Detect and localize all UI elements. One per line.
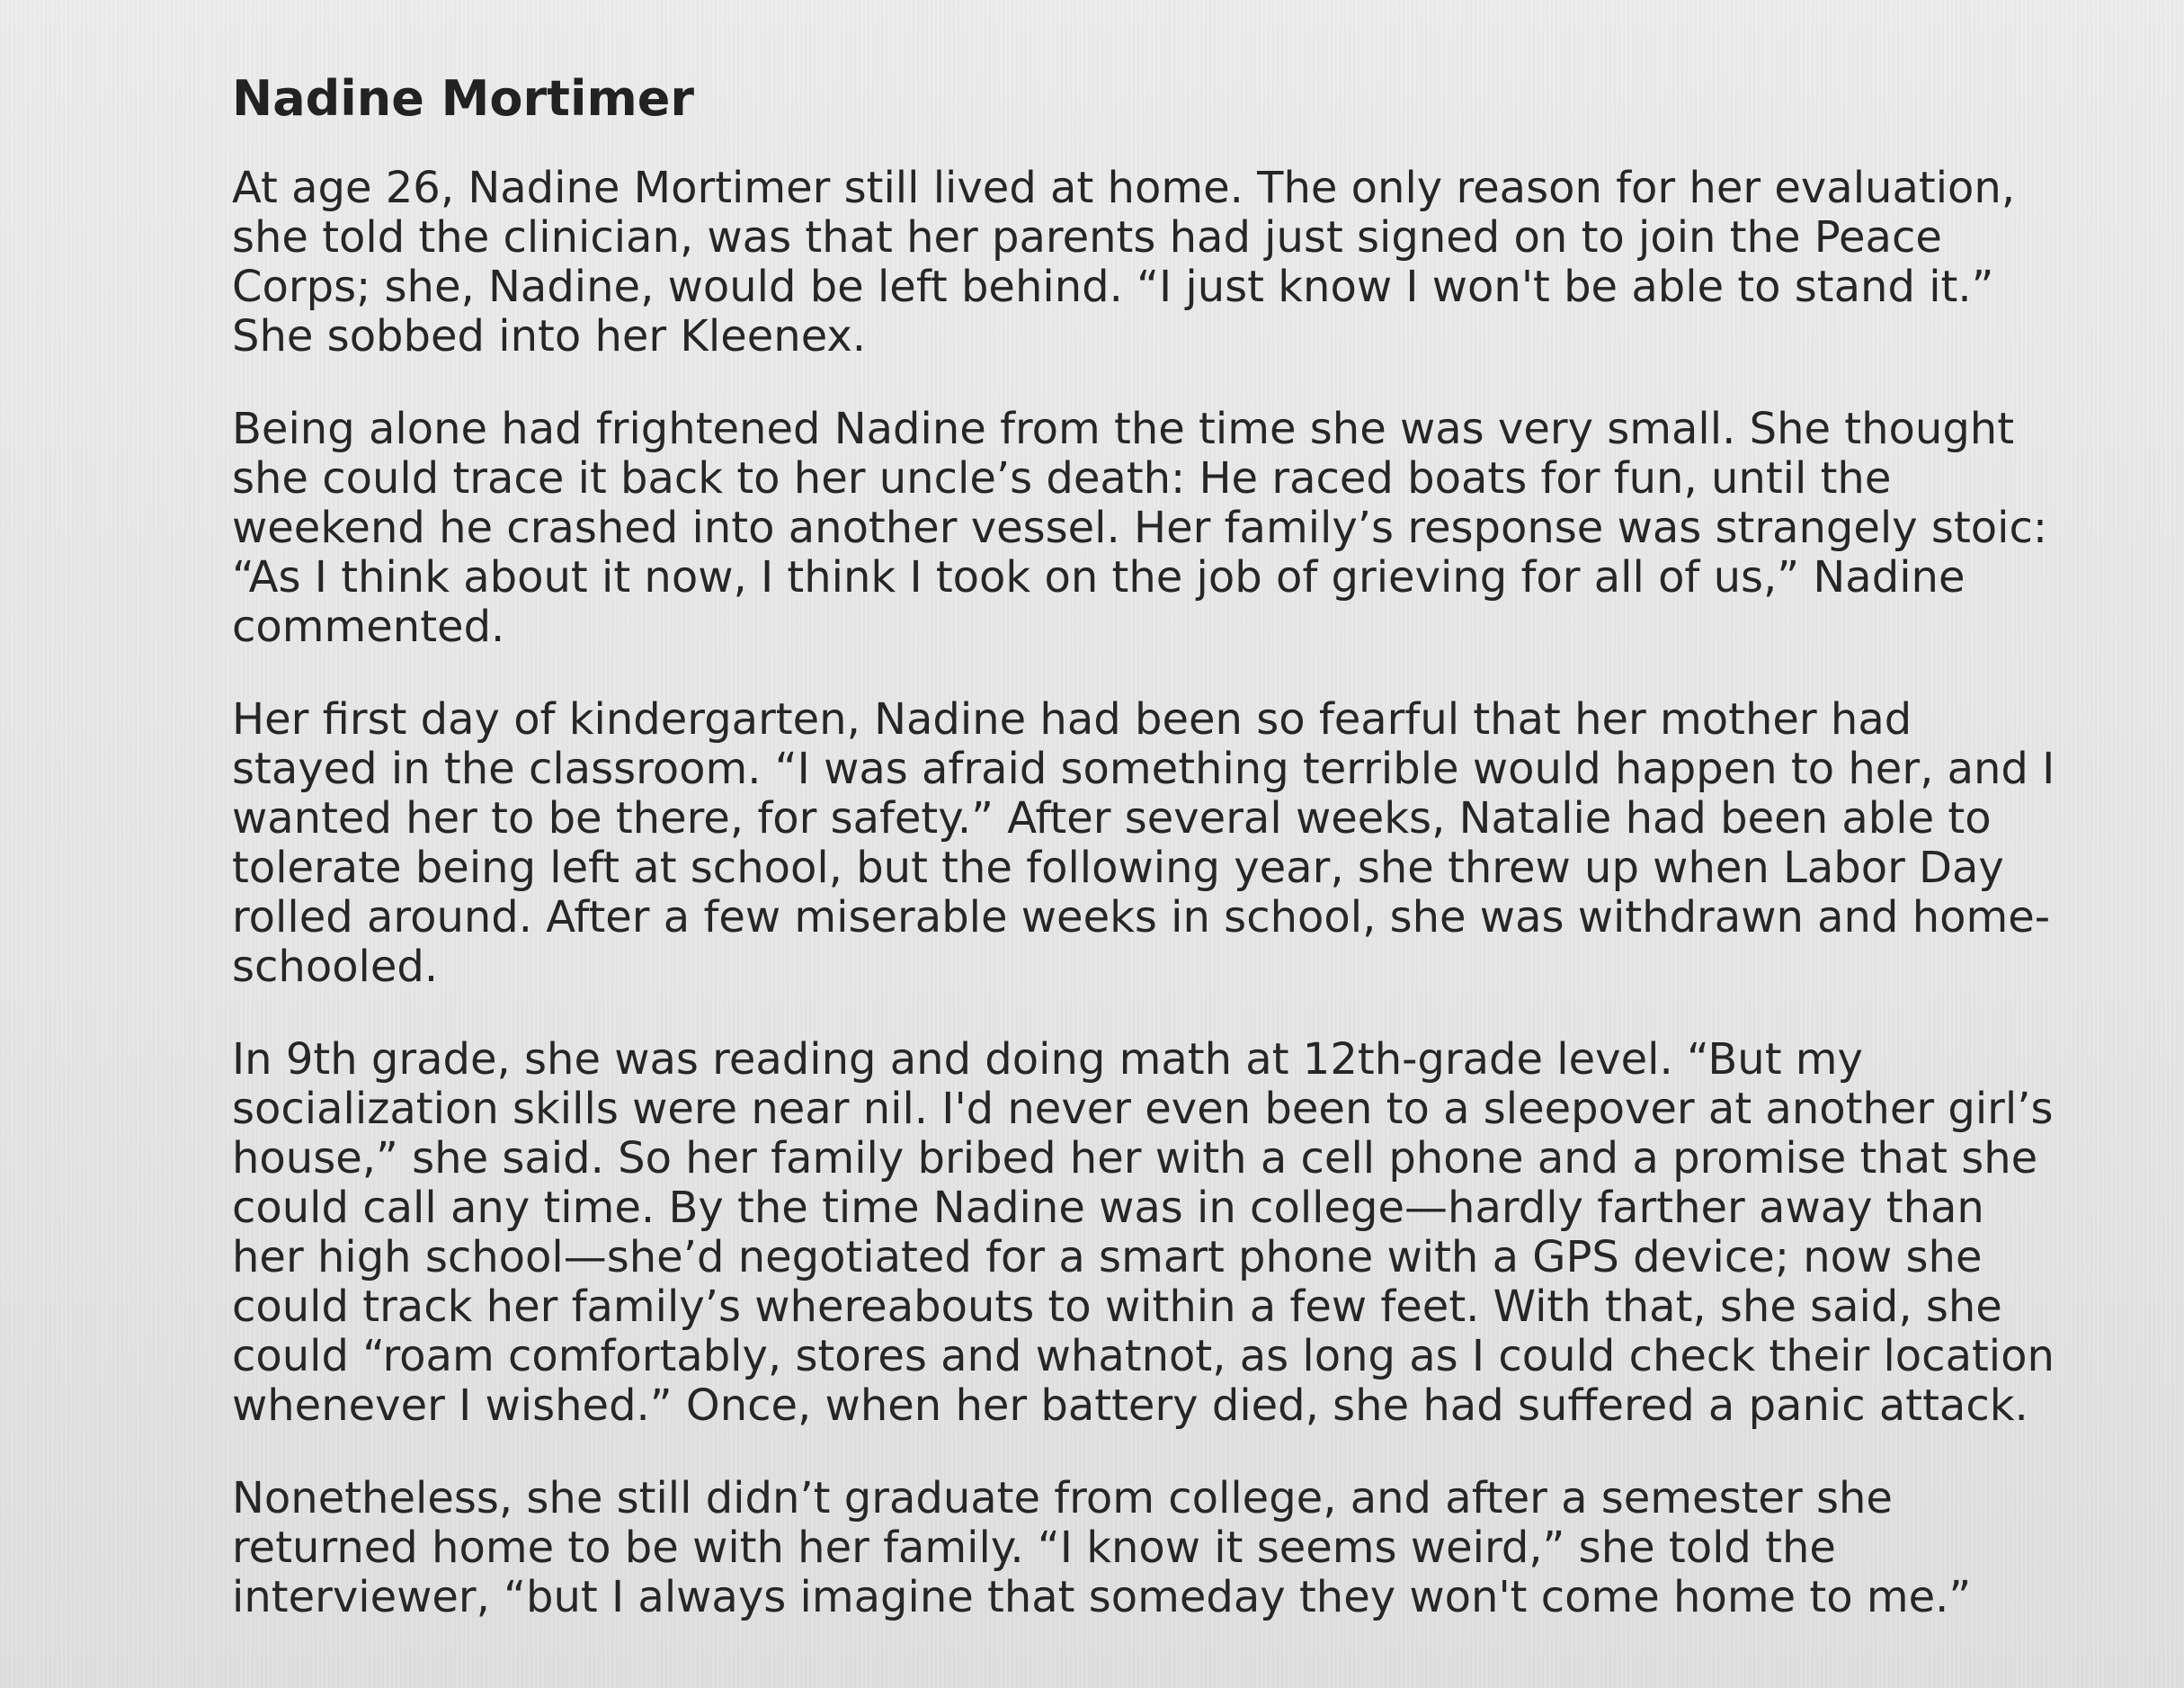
paragraph-line: Nonetheless, she still didn’t graduate from college, and after a semester she bbox=[232, 1473, 1893, 1523]
document-title: Nadine Mortimer bbox=[232, 70, 694, 127]
paragraph-line: returned home to be with her family. “I know it seems weird,” she told the bbox=[232, 1523, 1836, 1573]
paragraph-line: stayed in the classroom. “I was afraid something terrible would happen to her, and I bbox=[232, 744, 2055, 794]
paragraph-line: She sobbed into her Kleenex. bbox=[232, 311, 867, 362]
paragraph-line: her high school—she’d negotiated for a smart phone with a GPS device; now she bbox=[232, 1232, 1983, 1282]
paragraph bbox=[232, 405, 2066, 652]
paragraph-line: she could trace it back to her uncle’s death: He raced boats for fun, until the bbox=[232, 453, 1892, 504]
document-content bbox=[232, 63, 2066, 1622]
paragraph-line: rolled around. After a few miserable weeks in school, she was withdrawn and home- bbox=[232, 892, 2051, 942]
paragraph bbox=[232, 1035, 2066, 1431]
paragraphs-container bbox=[232, 164, 2066, 1622]
paragraph-line: could track her family’s whereabouts to within a few feet. With that, she said, she bbox=[232, 1282, 2002, 1332]
paragraph-line: Corps; she, Nadine, would be left behind. “I just know I won't be able to stand it.” bbox=[232, 262, 1994, 312]
paragraph-line: could call any time. By the time Nadine was in college—hardly farther away than bbox=[232, 1183, 1984, 1233]
paragraph-line: tolerate being left at school, but the following year, she threw up when Labor Day bbox=[232, 843, 2004, 893]
paragraph-line: interviewer, “but I always imagine that someday they won't come home to me.” bbox=[232, 1572, 1972, 1622]
paragraph-line: schooled. bbox=[232, 942, 439, 992]
paragraph-line: whenever I wished.” Once, when her battery died, she had suffered a panic attack. bbox=[232, 1380, 2028, 1431]
paragraph-line: socialization skills were near nil. I'd never even been to a sleepover at another girl’s bbox=[232, 1084, 2054, 1134]
paragraph-line: Being alone had frightened Nadine from the time she was very small. She thought bbox=[232, 404, 2015, 454]
paragraph-line: she told the clinician, was that her parents had just signed on to join the Peace bbox=[232, 212, 1942, 263]
paragraph-line: wanted her to be there, for safety.” After several weeks, Natalie had been able to bbox=[232, 793, 1992, 844]
paragraph-line: “As I think about it now, I think I took on the job of grieving for all of us,” Nadine bbox=[232, 552, 1966, 603]
paragraph-line: commented. bbox=[232, 602, 505, 652]
paragraph-line: could “roam comfortably, stores and whatnot, as long as I could check their location bbox=[232, 1331, 2055, 1381]
paragraph-line: At age 26, Nadine Mortimer still lived at home. The only reason for her evaluation, bbox=[232, 163, 2016, 213]
paragraph bbox=[232, 164, 2066, 362]
paragraph bbox=[232, 695, 2066, 992]
paragraph-line: In 9th grade, she was reading and doing math at 12th-grade level. “But my bbox=[232, 1034, 1863, 1085]
paragraph bbox=[232, 1474, 2066, 1622]
paragraph-line: Her first day of kindergarten, Nadine had been so fearful that her mother had bbox=[232, 694, 1912, 745]
paragraph-line: house,” she said. So her family bribed her with a cell phone and a promise that she bbox=[232, 1133, 2038, 1183]
paragraph-line: weekend he crashed into another vessel. Her family’s response was strangely stoic: bbox=[232, 503, 2048, 553]
